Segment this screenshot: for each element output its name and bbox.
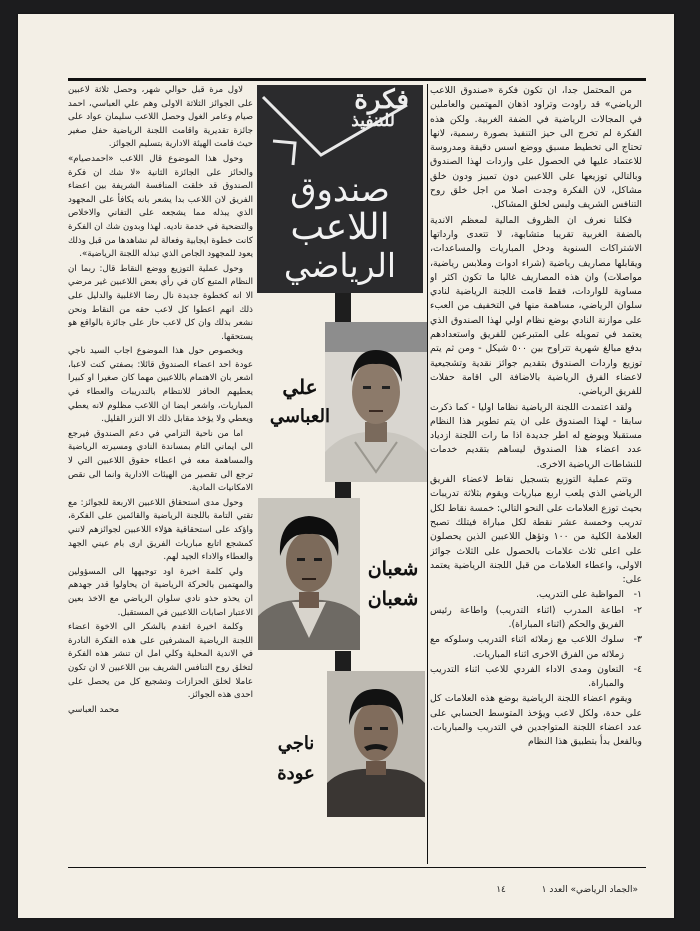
player-name-2 — [362, 554, 424, 614]
newspaper-page — [18, 14, 674, 918]
criteria-text: اطاعة المدرب (اثناء التدريب) واطاعة رئيس الفريق والحكم (اثناء المباراة). — [430, 604, 624, 630]
paragraph: وبخصوص حول هذا الموضوع اجاب السيد ناجي عودة احد اعضاء الصندوق قائلا: بصفتي كنت لاعبا، اشعر بان الاهتمام باللاعبين مهما كان صغيرا او كبيرا يعطيهم الحافز للانتظام بالتدريبات والعطاء في المباريات، واشعر ايضا ان اللاعب مظلوم لانه يعطي ويعطي ولا يؤخذ مقابل ذلك الا النزر القليل. — [68, 346, 253, 425]
paragraph: ولقد اعتمدت اللجنة الرياضية نظاما اوليا - كما ذكرت سابقا - لهذا الصندوق على ان يتم تطوير هذا النظام مستقبلا ويوضع له اطر جديدة اذا ما رات اللجنة ازدياد عدد اعضاء هذا الصندوق ليساهم بتقديم خدمات للنشاطات الرياضية الاخرى. — [430, 401, 642, 470]
paragraph: وحول مدى استحقاق اللاعبين الاربعة للجوائز: مع تقتي التامة باللجنة الرياضية والقائمين على الفكرة، واؤكد على استحقاقية هؤلاء اللاعبين لجوائزهم لانني كمشجع اتابع مباريات الفريق ارى بام عيني الجهد والعطاء والاداء الجيد لهم. — [68, 497, 253, 563]
paragraph: وكلمة اخيرة اتقدم بالشكر الى الاخوة اعضاء اللجنة الرياضية المشرفين على هذه الفكرة النادرة في الاندية المحلية وكلي امل ان تنشر هذه الفكرة لتخلق روح التنافس الشريف بين اللاعبين لا ان تكون عاملا لخلق الحزازات وتشجيع كل من يحصل على احدى هذه الجوائز. — [68, 622, 253, 701]
criteria-item — [430, 663, 642, 692]
feature-title-box — [257, 85, 423, 293]
paragraph: فكلنا نعرف ان الظروف المالية لمعظم الاندية بالضفة الغربية تقريبا متشابهة، لا تتعدى وارداتها الاشتراكات السنوية ودخل المباريات والمساعدات، ويقابلها مصاريف رياضية (شراء ادوات وملابس رياضية، مواصلات) وان هذه المصاريف غالبا ما تكون اكثر او مساوية للواردات، فقط قامت اللجنة الرياضية لنادي سلوان الرياضي، مساهمة منها في التخفيف من العبء على موازنة النادي بوضع نظام اولي لهذا الصندوق الذي يعتمد في تمويله على المتبرعين للفريق واستعدادهم بدفع مبالغ شهرية تتراوح بين ٥٠٠ شيكل - ومن ثم يتم توزيع واردات الصندوق بتقديم جوائز نقدية وتشجيعية لاعضاء الفرق الرياضية بالاضافة الى اقامة حفلات للفريق الرياضي. — [430, 214, 642, 398]
page-number: ١٤ — [496, 885, 506, 895]
player-photo-2 — [258, 498, 360, 650]
author-signature: محمد العباسي — [68, 704, 120, 715]
feature-title — [263, 171, 417, 285]
criteria-text: التعاون ومدى الاداء الفردي للاعب اثناء التدريب والمباراة. — [430, 663, 624, 690]
player-first-name: ناجي — [277, 733, 315, 754]
player-last-name: شعبان — [367, 588, 419, 610]
publication-name: «الجماد الرياضي» العدد ١ — [541, 885, 638, 895]
player-last-name: العباسي — [269, 406, 330, 427]
criteria-item — [430, 588, 642, 602]
article-right-column — [430, 84, 642, 862]
title-line-1: صندوق — [290, 170, 390, 210]
page-footer — [398, 885, 638, 895]
criteria-number: ٢- — [633, 604, 642, 616]
title-line-3: الرياضي — [283, 246, 397, 285]
player-photo-3 — [327, 671, 425, 817]
paragraph: وتتم عملية التوزيع بتسجيل نقاط لاعضاء الفريق الرياضي الذي يلعب اربع مباريات ويقوم بثلاثة تدريبات بحيث توزع العلامات على النحو التالي: خمسة نقاط لكل تدريب وخمسة عشر نقطة لكل مباراة فيتلك تصبح العلامة الكلية من ١٠٠ وتؤهل اللاعبين الذين يحصلون على اعلى ثلاث علامات بالحصول على الثلاث جوائز الاولى، واعطاء العلامات من قبل اللجنة الرياضية يعتمد على: — [430, 474, 642, 586]
kicker-area — [257, 85, 423, 173]
criteria-number: ٣- — [633, 634, 642, 646]
kicker-line-1: فكرة — [354, 85, 409, 115]
player-name-3 — [267, 729, 325, 789]
player-last-name: عودة — [277, 763, 315, 784]
player-photo-1 — [325, 322, 427, 482]
criteria-text: سلوك اللاعب مع زملائه اثناء التدريب وسلوكه مع زملائه من الفرق الاخرى اثناء المباريات. — [430, 634, 624, 660]
paragraph: وحول هذا الموضوع قال اللاعب «احمدصيام» والحائز على الجائزة الثانية «لا شك ان فكرة الصندوق قد خلقت المنافسة الشريفة بين اعضاء الفريق لان اللاعب بدا يشعر بانه يكافأ على المجهود الذي يبذله مما يشجعه على التفاني والاخلاص والتضحية في خدمة ناديه. لهذا وبدون شك ان الفكرة كانت خطوة ايجابية وفعالة لم نشاهدها من قبل وذلك يعود للمجهود الجاص الذي تبذله اللجنة الرياضية». — [68, 153, 253, 260]
paragraph: ولي كلمة اخيرة اود توجيهها الى المسؤولين والمهتمين بالحركة الرياضية ان يحاولوا قدر جهدهم ان يحذو حذو نادي سلوان الرياضي مع الاخذ بعين الاعتبار اصابات اللاعبين في المستقبل. — [68, 566, 253, 618]
article-left-column — [68, 84, 253, 862]
player-first-name: شعبان — [367, 558, 419, 580]
player-name-1 — [270, 372, 330, 432]
paragraph: وحول عملية التوزيع ووضع النقاط قال: ربما ان النظام المتبع كان في رأي بعض اللاعبين غير مرضي الا انه كخطوة جديدة نال رضا الاغلبية والدليل على ذلك انهم اعطوا كل لاعب حقه من النقاط ونحن نشعر بذلك وان كل لاعب حاز على جائزة بالواقع هو يستحقها. — [68, 263, 253, 342]
connector-bar — [335, 293, 351, 322]
paragraph: من المحتمل جدا، ان تكون فكرة «صندوق اللاعب الرياضي» قد راودت وتراود اذهان المهتمين والعاملين في المجالات الرياضية في الضفة الغربية. ولكن هذه الفكرة لم تخرج الى حيز التنفيذ بصورة رسمية، لانها تحتاج الى تخطيط مسبق ووضع اسس دقيقة ومدروسة للاعتماد عليها في الحصول على واردات لهذا الصندوق وبالتالي توزيعها على اللاعبين دون تمييز ودون خلق مشاكل، لان الفكرة وجدت اصلا من اجل خلق روح التنافس الشريف ولبس لخلق المشاكل. — [430, 85, 642, 211]
paragraph: ويقوم اعضاء اللجنة الرياضية بوضع هذه العلامات كل على حدة، ولكل لاعب ويؤخذ المتوسط الحسابي على عدد اعضاء اللجنة المتواجدين في التدريب والمباريات. وبالفعل بدأ بتطبيق هذا النظام — [430, 693, 642, 748]
connector-bar — [335, 651, 351, 671]
paragraph: لاول مرة قبل حوالي شهر، وحصل ثلاثة لاعبين على الجوائز الثلاثة الاولى وهم علي العباسي، احمد صيام وعامر الغول وحصل اللاعب سليمان عواد على جائزة تقديرية واقامت اللجنة الرياضية حفل صغير حيث قامت الهيئة الادارية بتسليم الجوائز. — [68, 85, 253, 150]
paragraph: اما من ناحية التزامي في دعم الصندوق فيرجع الى ايماني التام بمساندة النادي ومسيرته الرياضية والمساهمة معه في اعطاء حقوق اللاعبين التي لا ترجع الى تقصير من الهيئات الادارية وانما الى نقص الامكانيات المادية. — [68, 428, 253, 494]
criteria-number: ١- — [633, 589, 642, 601]
player-first-name: علي — [282, 375, 318, 399]
connector-bar — [335, 481, 351, 498]
top-rule — [68, 78, 646, 81]
criteria-item — [430, 604, 642, 633]
title-line-2: اللاعب — [290, 207, 390, 248]
criteria-text: المواظبة على التدريب. — [536, 589, 624, 601]
kicker-line-2: للتنفيذ — [351, 111, 395, 131]
criteria-number: ٤- — [633, 663, 642, 675]
criteria-item — [430, 633, 642, 662]
bottom-rule — [68, 867, 646, 868]
column-divider — [427, 84, 428, 864]
